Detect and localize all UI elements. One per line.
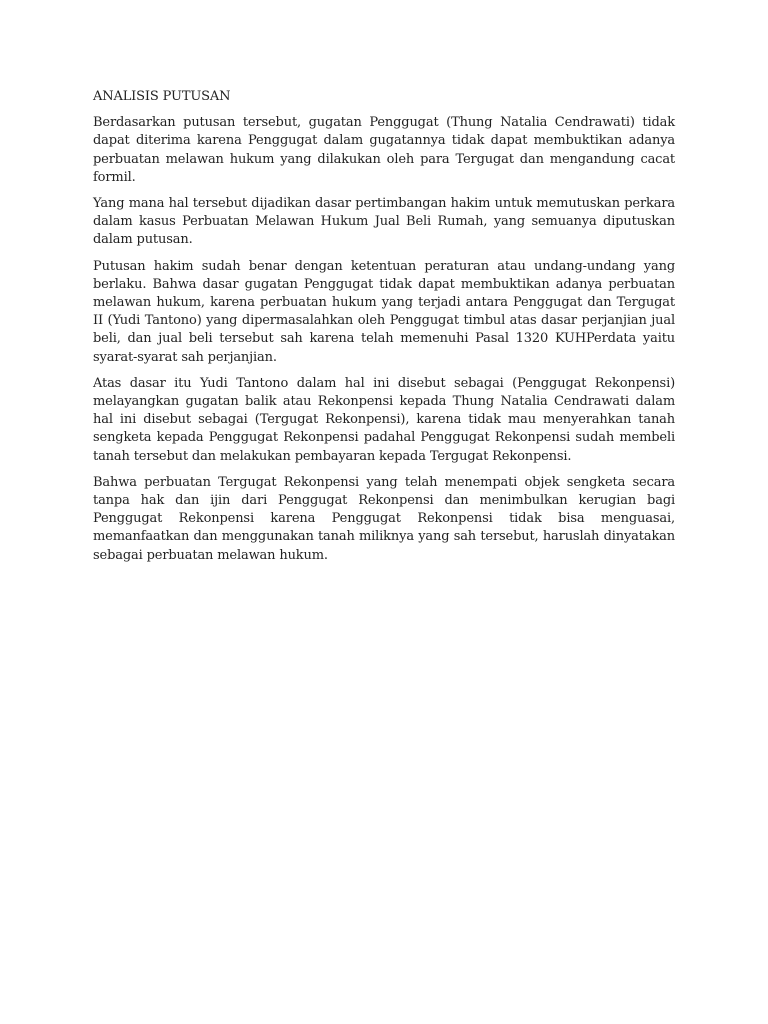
paragraph-5: Bahwa perbuatan Tergugat Rekonpensi yang telah menempati objek sengketa secara tanpa hak dan ijin dari Penggugat Rekonpensi dan menimbulkan kerugian bagi Penggugat Rekonpensi karena Penggugat Rekonpensi tidak bisa menguasai, memanfaatkan dan menggunakan tanah miliknya yang sah tersebut, haruslah dinyatakan sebagai perbuatan melawan hukum. <box>93 474 675 563</box>
paragraph-3: Putusan hakim sudah benar dengan ketentuan peraturan atau undang-undang yang berlaku. Bahwa dasar gugatan Penggugat tidak dapat membuktikan adanya perbuatan melawan hukum, karena perbuatan hukum yang terjadi antara Penggugat dan Tergugat II (Yudi Tantono) yang dipermasalahkan oleh Penggugat timbul atas dasar perjanjian jual beli, dan jual beli tersebut sah karena telah memenuhi Pasal 1320 KUHPerdata yaitu syarat-syarat sah perjanjian. <box>93 258 675 365</box>
paragraph-1: Berdasarkan putusan tersebut, gugatan Penggugat (Thung Natalia Cendrawati) tidak dapat diterima karena Penggugat dalam gugatannya tidak dapat membuktikan adanya perbuatan melawan hukum yang dilakukan oleh para Tergugat dan mengandung cacat formil. <box>93 115 675 185</box>
document-title: ANALISIS PUTUSAN <box>93 89 231 104</box>
paragraph-2: Yang mana hal tersebut dijadikan dasar pertimbangan hakim untuk memutuskan perkara dalam kasus Perbuatan Melawan Hukum Jual Beli Rumah, yang semuanya diputuskan dalam putusan. <box>93 196 675 248</box>
paragraph-4: Atas dasar itu Yudi Tantono dalam hal ini disebut sebagai (Penggugat Rekonpensi) melayangkan gugatan balik atau Rekonpensi kepada Thung Natalia Cendrawati dalam hal ini disebut sebagai (Tergugat Rekonpensi), karena tidak mau menyerahkan tanah sengketa kepada Penggugat Rekonpensi padahal Penggugat Rekonpensi sudah membeli tanah tersebut dan melakukan pembayaran kepada Tergugat Rekonpensi. <box>93 375 675 464</box>
document-body <box>93 88 675 573</box>
